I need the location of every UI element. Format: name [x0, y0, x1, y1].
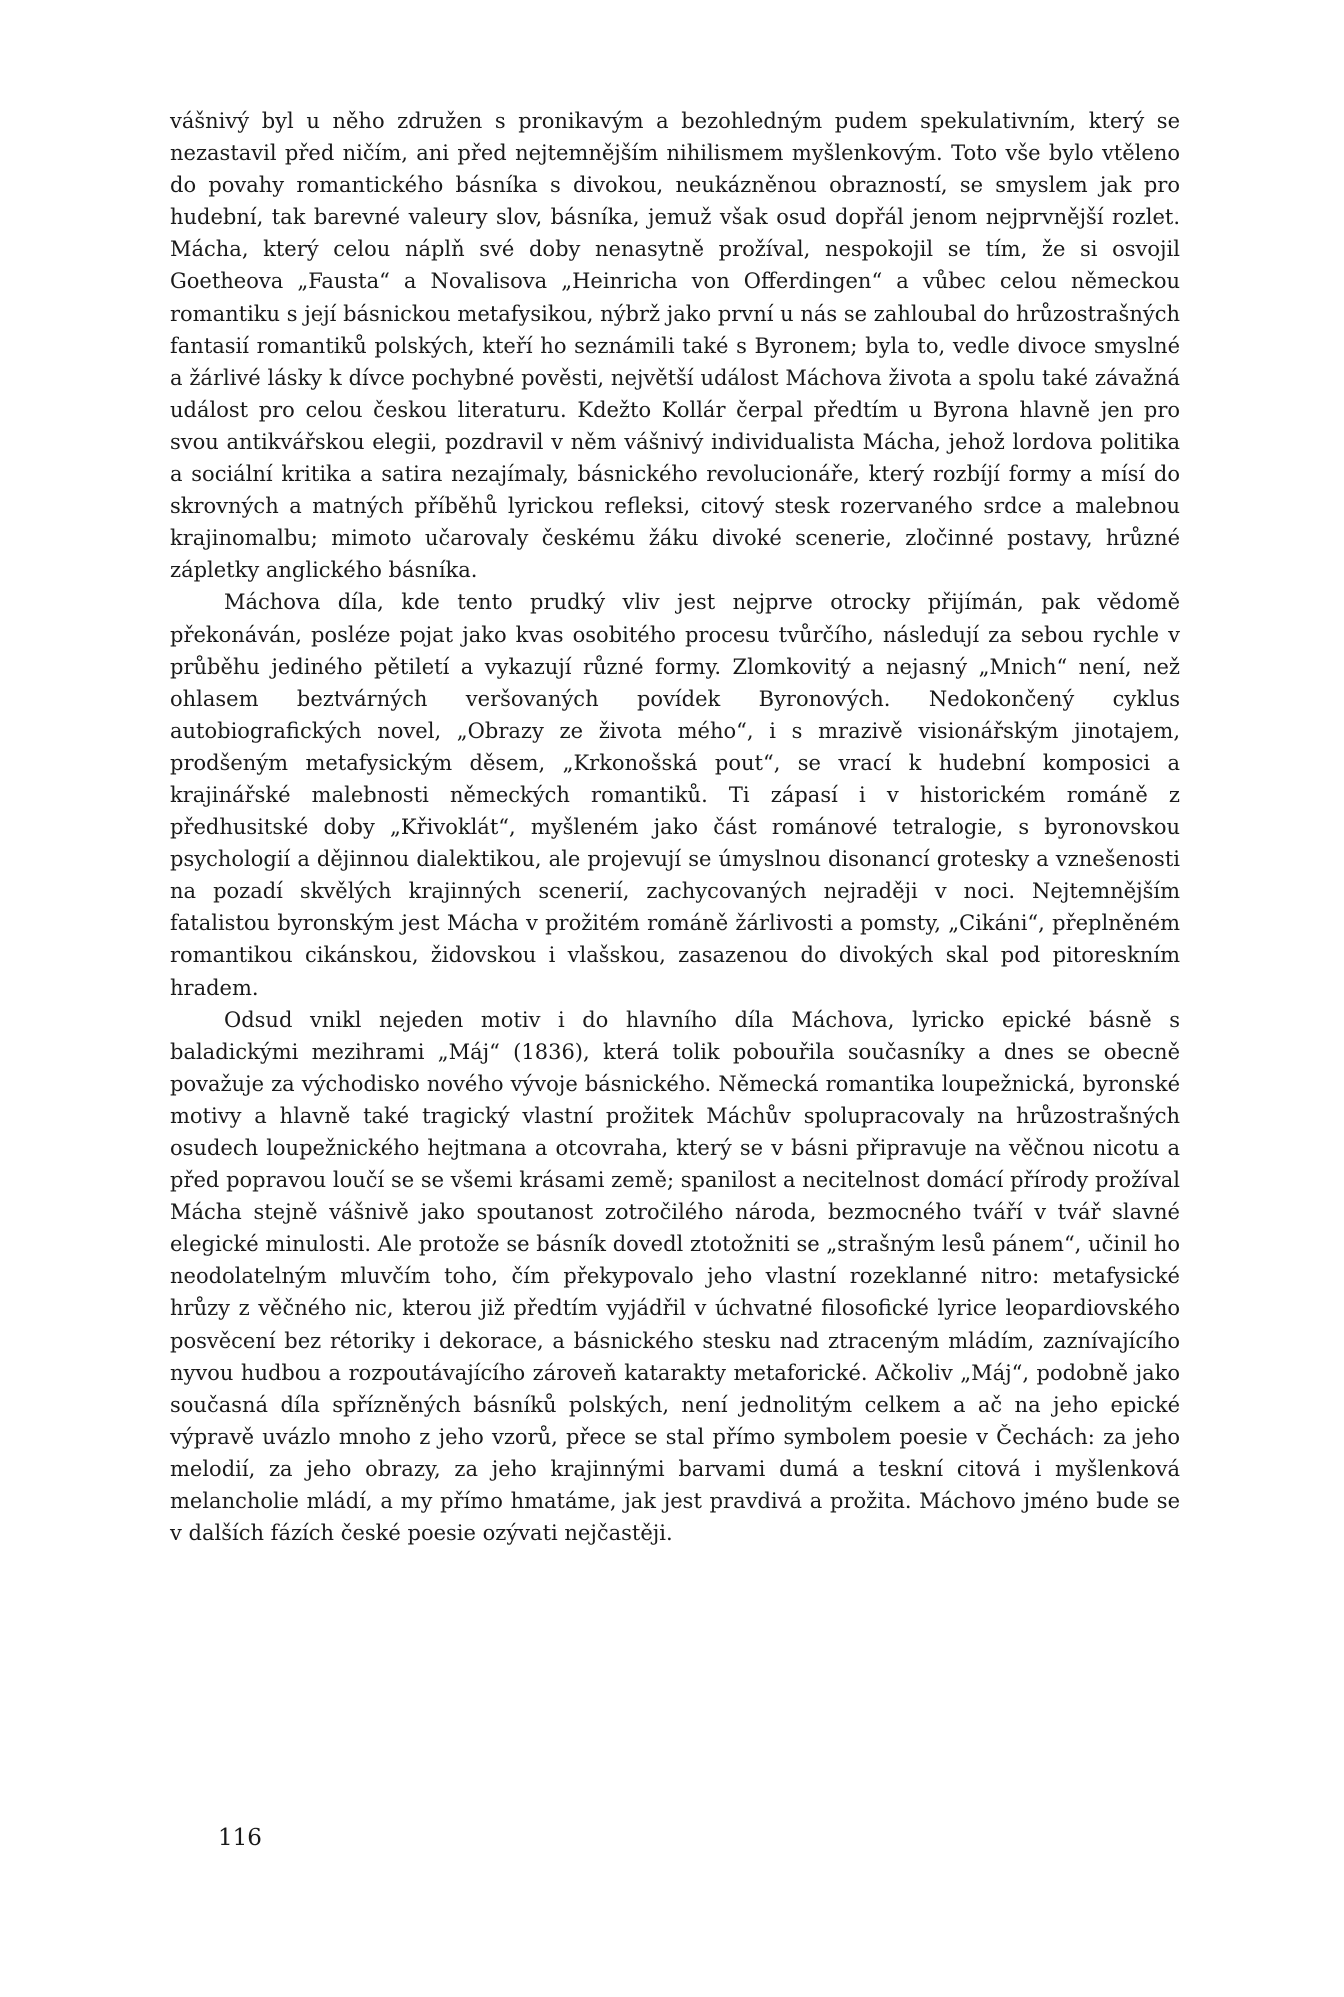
paragraph-odsud-vnikl: Odsud vnikl nejeden motiv i do hlavního díla Máchova, lyricko epické básně s baladickými mezihrami „Máj“ (1836), která tolik pobouřila současníky a dnes se obecně považuje za východisko nového vývoje básnického. Německá romantika loupežnická, byronské motivy a hlavně také tragický vlastní prožitek Máchův spolupracovaly na hrůzostrašných osudech loupežnického hejtmana a otcovraha, který se v básni připravuje na věčnou nicotu a před popravou loučí se se všemi krásami země; spanilost a necitelnost domácí přírody prožíval Mácha stejně vášnivě jako spoutanost zotročilého národa, bezmocného tváří v tvář slavné elegické minulosti. Ale protože se básník dovedl ztotožniti se „strašným lesů pánem“, učinil ho neodolatelným mluvčím toho, čím překypovalo jeho vlastní rozeklanné nitro: metafysické hrůzy z věčného nic, kterou již předtím vyjádřil v úchvatné filosofické lyrice leopardiovského posvěcení bez rétoriky i dekorace, a básnického stesku nad ztraceným mládím, zaznívajícího nyvou hudbou a rozpoutávajícího zároveň katarakty metaforické. Ačkoliv „Máj“, podobně jako současná díla spřízněných básníků polských, není jednolitým celkem a ač na jeho epické výpravě uvázlo mnoho z jeho vzorů, přece se stal přímo symbolem poesie v Čechách: za jeho melodií, za jeho obrazy, za jeho krajinnými barvami dumá a teskní citová i myšlenková melancholie mládí, a my přímo hmatáme, jak jest pravdivá a prožita. Máchovo jméno bude se v dalších fázích české poesie ozývati nejčastěji.	[170, 1007, 1180, 1546]
body-text	[170, 105, 1180, 1549]
paragraph-continuation: vášnivý byl u něho združen s pronikavým a bezohledným pudem spekulativním, který se nezastavil před ničím, ani před nejtemnějším nihilismem myšlenkovým. Toto vše bylo vtěleno do povahy romantického básníka s divokou, neukázněnou obrazností, se smyslem jak pro hudební, tak barevné valeury slov, básníka, jemuž však osud dopřál jenom nejprvnější rozlet. Mácha, který celou náplň své doby nenasytně prožíval, nespokojil se tím, že si osvojil Goetheova „Fausta“ a Novalisova „Heinricha von Offerdingen“ a vůbec celou německou romantiku s její básnickou metafysikou, nýbrž jako první u nás se zahloubal do hrůzostrašných fantasií romantiků polských, kteří ho seznámili také s Byronem; byla to, vedle divoce smyslné a žárlivé lásky k dívce pochybné pověsti, největší událost Máchova života a spolu také závažná událost pro celou českou literaturu. Kdežto Kollár čerpal předtím u Byrona hlavně jen pro svou antikvářskou elegii, pozdravil v něm vášnivý individualista Mácha, jehož lordova politika a sociální kritika a satira nezajímaly, básnického revolucionáře, který rozbíjí formy a mísí do skrovných a matných příběhů lyrickou refleksi, citový stesk rozervaného srdce a malebnou krajinomalbu; mimoto učarovaly českému žáku divoké scenerie, zločinné postavy, hrůzné zápletky anglického básníka.	[170, 109, 1180, 583]
page-number: 116	[218, 1825, 262, 1851]
paragraph-machova-dila: Máchova díla, kde tento prudký vliv jest nejprve otrocky přijímán, pak vědomě překonáván, posléze pojat jako kvas osobitého procesu tvůrčího, následují za sebou rychle v průběhu jediného pětiletí a vykazují různé formy. Zlomkovitý a nejasný „Mnich“ není, než ohlasem beztvárných veršovaných povídek Byronových. Nedokončený cyklus autobiografických novel, „Obrazy ze života mého“, i s mrazivě visionářským jinotajem, prodšeným metafysickým děsem, „Krkonošská pout“, se vrací k hudební komposici a krajinářské malebnosti německých romantiků. Ti zápasí i v historickém románě z předhusitské doby „Křivoklát“, myšleném jako část románové tetralogie, s byronovskou psychologií a dějinnou dialektikou, ale projevují se úmyslnou disonancí grotesky a vznešenosti na pozadí skvělých krajinných scenerií, zachycovaných nejraději v noci. Nejtemnějším fatalistou byronským jest Mácha v prožitém románě žárlivosti a pomsty, „Cikáni“, přeplněném romantikou cikánskou, židovskou i vlašskou, zasazenou do divokých skal pod pitoreskním hradem.	[170, 590, 1180, 1000]
